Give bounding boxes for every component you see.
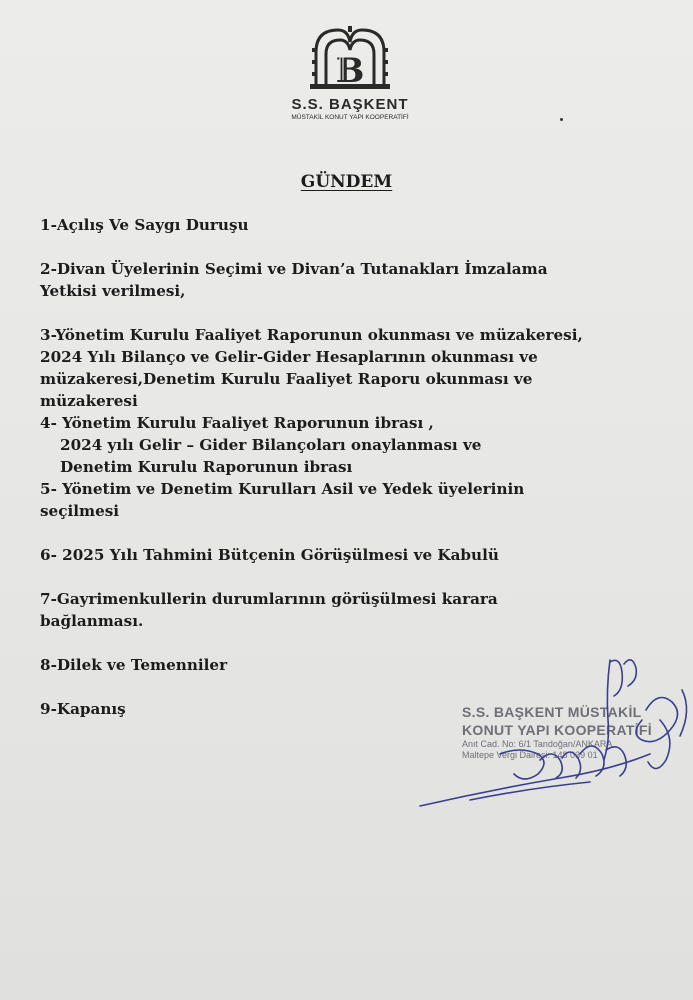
handwritten-signature xyxy=(410,650,693,820)
agenda-line: 2-Divan Üyelerinin Seçimi ve Divan’a Tutanakları İmzalama xyxy=(40,260,548,278)
agenda-item-1 xyxy=(40,214,630,236)
agenda-line: müzakeresi xyxy=(40,392,138,410)
agenda-item-6 xyxy=(40,544,630,566)
agenda-item-2 xyxy=(40,258,630,302)
agenda-line: 1-Açılış Ve Saygı Duruşu xyxy=(40,216,249,234)
agenda-list xyxy=(40,214,630,720)
agenda-line: 8-Dilek ve Temenniler xyxy=(40,656,228,674)
stamp-line-1: S.S. BAŞKENT MÜSTAKİL xyxy=(462,704,642,720)
agenda-item-7 xyxy=(40,588,630,632)
page-title: GÜNDEM xyxy=(300,172,393,192)
agenda-line: Yetkisi verilmesi, xyxy=(40,282,186,300)
agenda-item-3 xyxy=(40,324,630,412)
svg-text:B: B xyxy=(335,51,365,91)
agenda-line: 4- Yönetim Kurulu Faaliyet Raporunun ibrası , xyxy=(40,414,434,432)
agenda-line: müzakeresi,Denetim Kurulu Faaliyet Raporu okunması ve xyxy=(40,370,533,388)
agenda-item-5 xyxy=(40,478,630,522)
agenda-line: 7-Gayrimenkullerin durumlarının görüşülmesi karara xyxy=(40,590,498,608)
logo-subtitle: MÜSTAKİL KONUT YAPI KOOPERATİFİ xyxy=(291,114,409,121)
agenda-line: 2024 Yılı Bilanço ve Gelir-Gider Hesaplarının okunması ve xyxy=(40,348,538,366)
agenda-item-4 xyxy=(40,412,630,478)
agenda-line: bağlanması. xyxy=(40,612,144,630)
cooperative-emblem-icon xyxy=(302,22,398,94)
stamp-line-3: Anıt Cad. No: 6/1 Tandoğan/ANKARA xyxy=(462,739,613,749)
stamp-line-2: KONUT YAPI KOOPERATİFİ xyxy=(462,722,652,738)
agenda-line: Denetim Kurulu Raporunun ibrası xyxy=(60,458,353,476)
ink-dot xyxy=(560,118,563,121)
agenda-line: 6- 2025 Yılı Tahmini Bütçenin Görüşülmesi ve Kabulü xyxy=(40,546,499,564)
cooperative-logo xyxy=(250,22,450,142)
agenda-line: 5- Yönetim ve Denetim Kurulları Asil ve Yedek üyelerinin xyxy=(40,480,525,498)
logo-name: S.S. BAŞKENT xyxy=(291,96,409,113)
agenda-line: 9-Kapanış xyxy=(40,700,126,718)
agenda-line: seçilmesi xyxy=(40,502,120,520)
agenda-line: 3-Yönetim Kurulu Faaliyet Raporunun okunması ve müzakeresi, xyxy=(40,326,583,344)
stamp-line-4: Maltepe Vergi Dairesi: 148 039 01 xyxy=(462,750,598,760)
agenda-line: 2024 yılı Gelir – Gider Bilançoları onaylanması ve xyxy=(60,436,482,454)
